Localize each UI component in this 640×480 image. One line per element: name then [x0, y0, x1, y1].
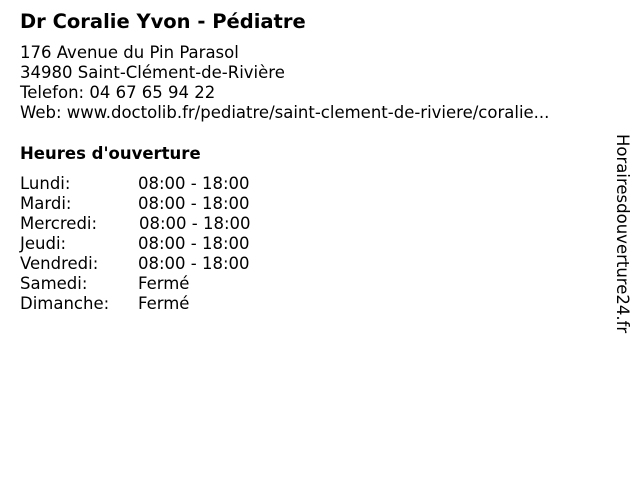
phone-number: Telefon: 04 67 65 94 22 — [20, 83, 216, 102]
time-value: 08:00 - 18:00 — [138, 174, 250, 193]
day-label: Vendredi: — [20, 254, 99, 273]
website-link: Web: www.doctolib.fr/pediatre/saint-clement-de-riviere/coralie... — [20, 103, 550, 122]
time-value: Fermé — [138, 294, 190, 313]
day-label: Dimanche: — [20, 294, 110, 313]
day-label: Mardi: — [20, 194, 72, 213]
day-label: Mercredi: — [20, 214, 98, 233]
opening-hours-heading: Heures d'ouverture — [20, 144, 201, 163]
time-value: 08:00 - 18:00 — [138, 254, 250, 273]
time-value: 08:00 - 18:00 — [138, 194, 250, 213]
street-address: 176 Avenue du Pin Parasol — [20, 43, 239, 62]
day-label: Jeudi: — [20, 234, 67, 253]
page-title: Dr Coralie Yvon - Pédiatre — [20, 10, 306, 33]
address-block — [20, 43, 549, 123]
day-label: Samedi: — [20, 274, 88, 293]
site-watermark: Horairesdouverture24.fr — [613, 134, 632, 334]
time-value: 08:00 - 18:00 — [139, 214, 251, 233]
day-label: Lundi: — [20, 174, 71, 193]
time-value: 08:00 - 18:00 — [138, 234, 250, 253]
time-value: Fermé — [138, 274, 190, 293]
city-postcode: 34980 Saint-Clément-de-Rivière — [20, 63, 285, 82]
